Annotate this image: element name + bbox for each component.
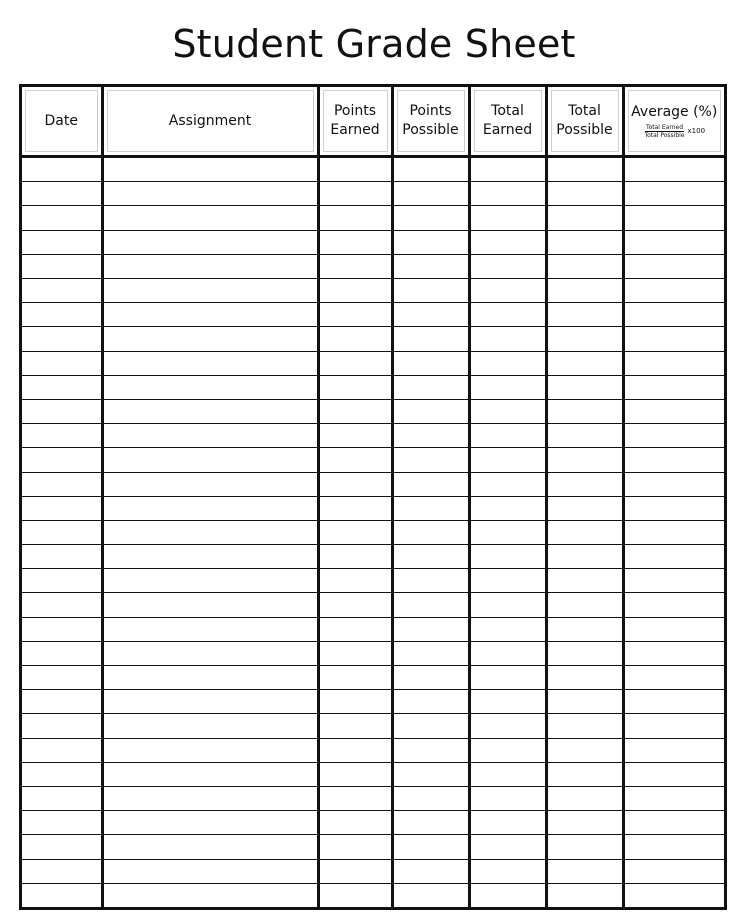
points-possible-cell[interactable]: [392, 738, 469, 762]
assignment-cell[interactable]: [102, 520, 318, 544]
points-earned-cell[interactable]: [318, 399, 392, 423]
assignment-cell[interactable]: [102, 545, 318, 569]
points-earned-cell[interactable]: [318, 786, 392, 810]
points-earned-cell[interactable]: [318, 303, 392, 327]
column-header-label: Average (%): [631, 104, 718, 120]
table-row: [22, 811, 724, 835]
date-cell[interactable]: [22, 157, 102, 182]
column-header-label: Assignment: [168, 112, 252, 129]
total-earned-cell[interactable]: [469, 472, 546, 496]
points-possible-cell[interactable]: [392, 327, 469, 351]
assignment-cell[interactable]: [102, 738, 318, 762]
assignment-cell[interactable]: [102, 569, 318, 593]
assignment-cell[interactable]: [102, 399, 318, 423]
total-earned-cell[interactable]: [469, 859, 546, 883]
total-earned-cell[interactable]: [469, 545, 546, 569]
points-earned-cell[interactable]: [318, 472, 392, 496]
date-cell[interactable]: [22, 375, 102, 399]
date-cell[interactable]: [22, 883, 102, 907]
total-possible-cell[interactable]: [546, 279, 623, 303]
total-possible-cell[interactable]: [546, 496, 623, 520]
total-possible-cell[interactable]: [546, 811, 623, 835]
total-earned-cell[interactable]: [469, 835, 546, 859]
column-header-total-possible: [546, 87, 623, 157]
assignment-cell[interactable]: [102, 472, 318, 496]
date-cell[interactable]: [22, 399, 102, 423]
table-row: [22, 496, 724, 520]
points-earned-cell[interactable]: [318, 617, 392, 641]
date-cell[interactable]: [22, 835, 102, 859]
points-earned-cell[interactable]: [318, 254, 392, 278]
formula-multiplier: x100: [687, 127, 706, 135]
points-earned-cell[interactable]: [318, 641, 392, 665]
total-earned-cell[interactable]: [469, 617, 546, 641]
average-cell[interactable]: [623, 835, 724, 859]
points-possible-cell[interactable]: [392, 762, 469, 786]
assignment-cell[interactable]: [102, 351, 318, 375]
total-possible-cell[interactable]: [546, 641, 623, 665]
date-cell[interactable]: [22, 569, 102, 593]
points-earned-cell[interactable]: [318, 690, 392, 714]
points-earned-cell[interactable]: [318, 762, 392, 786]
total-earned-cell[interactable]: [469, 327, 546, 351]
total-possible-cell[interactable]: [546, 738, 623, 762]
points-earned-cell[interactable]: [318, 448, 392, 472]
total-earned-cell[interactable]: [469, 714, 546, 738]
points-earned-cell[interactable]: [318, 883, 392, 907]
points-possible-cell[interactable]: [392, 569, 469, 593]
assignment-cell[interactable]: [102, 617, 318, 641]
date-cell[interactable]: [22, 859, 102, 883]
date-cell[interactable]: [22, 738, 102, 762]
assignment-cell[interactable]: [102, 593, 318, 617]
assignment-cell[interactable]: [102, 690, 318, 714]
total-earned-cell[interactable]: [469, 399, 546, 423]
date-cell[interactable]: [22, 303, 102, 327]
assignment-cell[interactable]: [102, 883, 318, 907]
total-earned-cell[interactable]: [469, 496, 546, 520]
table-row: [22, 569, 724, 593]
assignment-cell[interactable]: [102, 303, 318, 327]
total-possible-cell[interactable]: [546, 254, 623, 278]
table-row: [22, 617, 724, 641]
table-row: [22, 545, 724, 569]
table-row: [22, 375, 724, 399]
column-header-total-earned: [469, 87, 546, 157]
total-earned-cell[interactable]: [469, 182, 546, 206]
column-header-label: Possible: [556, 122, 613, 138]
average-cell[interactable]: [623, 811, 724, 835]
column-header-average: [623, 87, 724, 157]
total-earned-cell[interactable]: [469, 762, 546, 786]
table-row: [22, 835, 724, 859]
table-row: [22, 327, 724, 351]
grade-table-frame: [19, 84, 727, 910]
total-possible-cell[interactable]: [546, 182, 623, 206]
grade-table: [22, 87, 724, 907]
average-cell[interactable]: [623, 230, 724, 254]
total-possible-cell[interactable]: [546, 617, 623, 641]
points-earned-cell[interactable]: [318, 545, 392, 569]
column-header-points-earned: [318, 87, 392, 157]
date-cell[interactable]: [22, 617, 102, 641]
table-row: [22, 182, 724, 206]
total-possible-cell[interactable]: [546, 206, 623, 230]
total-possible-cell[interactable]: [546, 230, 623, 254]
points-possible-cell[interactable]: [392, 859, 469, 883]
date-cell[interactable]: [22, 351, 102, 375]
total-possible-cell[interactable]: [546, 399, 623, 423]
points-possible-cell[interactable]: [392, 786, 469, 810]
points-earned-cell[interactable]: [318, 327, 392, 351]
total-possible-cell[interactable]: [546, 303, 623, 327]
assignment-cell[interactable]: [102, 424, 318, 448]
assignment-cell[interactable]: [102, 835, 318, 859]
average-cell[interactable]: [623, 569, 724, 593]
date-cell[interactable]: [22, 327, 102, 351]
table-row: [22, 157, 724, 182]
points-possible-cell[interactable]: [392, 593, 469, 617]
formula-denominator: Total Possible: [644, 132, 685, 139]
total-earned-cell[interactable]: [469, 206, 546, 230]
total-possible-cell[interactable]: [546, 351, 623, 375]
average-cell[interactable]: [623, 448, 724, 472]
date-cell[interactable]: [22, 448, 102, 472]
average-cell[interactable]: [623, 641, 724, 665]
average-cell[interactable]: [623, 496, 724, 520]
total-possible-cell[interactable]: [546, 859, 623, 883]
table-row: [22, 351, 724, 375]
date-cell[interactable]: [22, 520, 102, 544]
points-possible-cell[interactable]: [392, 496, 469, 520]
points-possible-cell[interactable]: [392, 690, 469, 714]
column-header-date: [22, 87, 102, 157]
average-cell[interactable]: [623, 351, 724, 375]
points-possible-cell[interactable]: [392, 230, 469, 254]
date-cell[interactable]: [22, 279, 102, 303]
points-possible-cell[interactable]: [392, 279, 469, 303]
total-earned-cell[interactable]: [469, 424, 546, 448]
column-header-label: Possible: [402, 122, 459, 138]
column-header-label: Points: [409, 103, 452, 119]
points-possible-cell[interactable]: [392, 835, 469, 859]
assignment-cell[interactable]: [102, 254, 318, 278]
date-cell[interactable]: [22, 496, 102, 520]
points-possible-cell[interactable]: [392, 303, 469, 327]
total-earned-cell[interactable]: [469, 230, 546, 254]
assignment-cell[interactable]: [102, 230, 318, 254]
assignment-cell[interactable]: [102, 666, 318, 690]
grade-rows: [22, 157, 724, 908]
column-header-label: Earned: [330, 122, 380, 138]
total-possible-cell[interactable]: [546, 690, 623, 714]
total-possible-cell[interactable]: [546, 157, 623, 182]
total-earned-cell[interactable]: [469, 811, 546, 835]
average-cell[interactable]: [623, 520, 724, 544]
average-cell[interactable]: [623, 883, 724, 907]
average-cell[interactable]: [623, 738, 724, 762]
average-cell[interactable]: [623, 690, 724, 714]
total-possible-cell[interactable]: [546, 448, 623, 472]
date-cell[interactable]: [22, 811, 102, 835]
total-possible-cell[interactable]: [546, 424, 623, 448]
average-cell[interactable]: [623, 666, 724, 690]
total-earned-cell[interactable]: [469, 641, 546, 665]
date-cell[interactable]: [22, 424, 102, 448]
total-possible-cell[interactable]: [546, 593, 623, 617]
average-cell[interactable]: [623, 182, 724, 206]
date-cell[interactable]: [22, 472, 102, 496]
header-row: [22, 87, 724, 157]
total-possible-cell[interactable]: [546, 786, 623, 810]
average-cell[interactable]: [623, 303, 724, 327]
average-cell[interactable]: [623, 617, 724, 641]
table-row: [22, 641, 724, 665]
total-possible-cell[interactable]: [546, 520, 623, 544]
table-row: [22, 206, 724, 230]
total-possible-cell[interactable]: [546, 472, 623, 496]
points-possible-cell[interactable]: [392, 351, 469, 375]
total-earned-cell[interactable]: [469, 883, 546, 907]
points-earned-cell[interactable]: [318, 230, 392, 254]
date-cell[interactable]: [22, 593, 102, 617]
points-possible-cell[interactable]: [392, 811, 469, 835]
table-row: [22, 472, 724, 496]
date-cell[interactable]: [22, 666, 102, 690]
average-cell[interactable]: [623, 399, 724, 423]
points-possible-cell[interactable]: [392, 375, 469, 399]
points-earned-cell[interactable]: [318, 714, 392, 738]
assignment-cell[interactable]: [102, 641, 318, 665]
assignment-cell[interactable]: [102, 859, 318, 883]
total-possible-cell[interactable]: [546, 666, 623, 690]
date-cell[interactable]: [22, 714, 102, 738]
points-possible-cell[interactable]: [392, 448, 469, 472]
points-possible-cell[interactable]: [392, 157, 469, 182]
table-row: [22, 230, 724, 254]
points-possible-cell[interactable]: [392, 206, 469, 230]
date-cell[interactable]: [22, 762, 102, 786]
assignment-cell[interactable]: [102, 206, 318, 230]
average-cell[interactable]: [623, 472, 724, 496]
points-earned-cell[interactable]: [318, 811, 392, 835]
column-header-label: Total: [568, 103, 601, 119]
column-header-label: Earned: [482, 122, 533, 138]
average-cell[interactable]: [623, 375, 724, 399]
points-earned-cell[interactable]: [318, 279, 392, 303]
points-earned-cell[interactable]: [318, 593, 392, 617]
total-earned-cell[interactable]: [469, 157, 546, 182]
column-header-label: Points: [333, 103, 377, 119]
date-cell[interactable]: [22, 254, 102, 278]
formula-fraction: [643, 124, 685, 139]
assignment-cell[interactable]: [102, 714, 318, 738]
points-earned-cell[interactable]: [318, 157, 392, 182]
points-earned-cell[interactable]: [318, 666, 392, 690]
points-possible-cell[interactable]: [392, 641, 469, 665]
points-earned-cell[interactable]: [318, 206, 392, 230]
date-cell[interactable]: [22, 690, 102, 714]
assignment-cell[interactable]: [102, 157, 318, 182]
total-earned-cell[interactable]: [469, 303, 546, 327]
total-possible-cell[interactable]: [546, 569, 623, 593]
table-row: [22, 448, 724, 472]
total-possible-cell[interactable]: [546, 714, 623, 738]
points-earned-cell[interactable]: [318, 738, 392, 762]
points-possible-cell[interactable]: [392, 399, 469, 423]
total-earned-cell[interactable]: [469, 375, 546, 399]
date-cell[interactable]: [22, 786, 102, 810]
points-earned-cell[interactable]: [318, 835, 392, 859]
table-row: [22, 714, 724, 738]
average-cell[interactable]: [623, 545, 724, 569]
total-earned-cell[interactable]: [469, 279, 546, 303]
points-possible-cell[interactable]: [392, 472, 469, 496]
column-header-label: Date: [44, 112, 78, 129]
average-cell[interactable]: [623, 157, 724, 182]
points-possible-cell[interactable]: [392, 666, 469, 690]
total-possible-cell[interactable]: [546, 545, 623, 569]
points-earned-cell[interactable]: [318, 569, 392, 593]
average-cell[interactable]: [623, 279, 724, 303]
table-row: [22, 254, 724, 278]
table-row: [22, 859, 724, 883]
points-earned-cell[interactable]: [318, 424, 392, 448]
total-earned-cell[interactable]: [469, 666, 546, 690]
total-earned-cell[interactable]: [469, 520, 546, 544]
points-earned-cell[interactable]: [318, 351, 392, 375]
average-cell[interactable]: [623, 786, 724, 810]
total-possible-cell[interactable]: [546, 835, 623, 859]
column-header-label: Total: [491, 103, 524, 119]
points-earned-cell[interactable]: [318, 182, 392, 206]
total-possible-cell[interactable]: [546, 762, 623, 786]
total-earned-cell[interactable]: [469, 351, 546, 375]
table-row: [22, 593, 724, 617]
page-title: Student Grade Sheet: [172, 22, 576, 66]
average-cell[interactable]: [623, 859, 724, 883]
average-cell[interactable]: [623, 424, 724, 448]
assignment-cell[interactable]: [102, 279, 318, 303]
assignment-cell[interactable]: [102, 375, 318, 399]
assignment-cell[interactable]: [102, 327, 318, 351]
total-earned-cell[interactable]: [469, 448, 546, 472]
points-earned-cell[interactable]: [318, 375, 392, 399]
total-earned-cell[interactable]: [469, 786, 546, 810]
points-earned-cell[interactable]: [318, 859, 392, 883]
average-formula: [643, 124, 705, 139]
total-earned-cell[interactable]: [469, 569, 546, 593]
table-row: [22, 883, 724, 907]
points-earned-cell[interactable]: [318, 520, 392, 544]
total-earned-cell[interactable]: [469, 690, 546, 714]
average-cell[interactable]: [623, 327, 724, 351]
total-earned-cell[interactable]: [469, 738, 546, 762]
points-possible-cell[interactable]: [392, 424, 469, 448]
assignment-cell[interactable]: [102, 496, 318, 520]
average-cell[interactable]: [623, 593, 724, 617]
table-row: [22, 424, 724, 448]
total-possible-cell[interactable]: [546, 375, 623, 399]
table-row: [22, 690, 724, 714]
average-cell[interactable]: [623, 714, 724, 738]
average-cell[interactable]: [623, 206, 724, 230]
points-possible-cell[interactable]: [392, 617, 469, 641]
date-cell[interactable]: [22, 182, 102, 206]
table-row: [22, 520, 724, 544]
total-earned-cell[interactable]: [469, 254, 546, 278]
column-header-assignment: [102, 87, 318, 157]
table-row: [22, 786, 724, 810]
date-cell[interactable]: [22, 641, 102, 665]
points-possible-cell[interactable]: [392, 182, 469, 206]
average-cell[interactable]: [623, 762, 724, 786]
assignment-cell[interactable]: [102, 182, 318, 206]
total-earned-cell[interactable]: [469, 593, 546, 617]
assignment-cell[interactable]: [102, 811, 318, 835]
points-earned-cell[interactable]: [318, 496, 392, 520]
table-row: [22, 738, 724, 762]
assignment-cell[interactable]: [102, 762, 318, 786]
total-possible-cell[interactable]: [546, 883, 623, 907]
points-possible-cell[interactable]: [392, 254, 469, 278]
table-row: [22, 762, 724, 786]
table-row: [22, 279, 724, 303]
table-row: [22, 303, 724, 327]
formula-numerator: Total Earned: [645, 124, 684, 131]
date-cell[interactable]: [22, 206, 102, 230]
points-possible-cell[interactable]: [392, 545, 469, 569]
assignment-cell[interactable]: [102, 448, 318, 472]
points-possible-cell[interactable]: [392, 714, 469, 738]
points-possible-cell[interactable]: [392, 520, 469, 544]
date-cell[interactable]: [22, 545, 102, 569]
points-possible-cell[interactable]: [392, 883, 469, 907]
total-possible-cell[interactable]: [546, 327, 623, 351]
table-row: [22, 666, 724, 690]
column-header-points-possible: [392, 87, 469, 157]
assignment-cell[interactable]: [102, 786, 318, 810]
average-cell[interactable]: [623, 254, 724, 278]
table-row: [22, 399, 724, 423]
date-cell[interactable]: [22, 230, 102, 254]
